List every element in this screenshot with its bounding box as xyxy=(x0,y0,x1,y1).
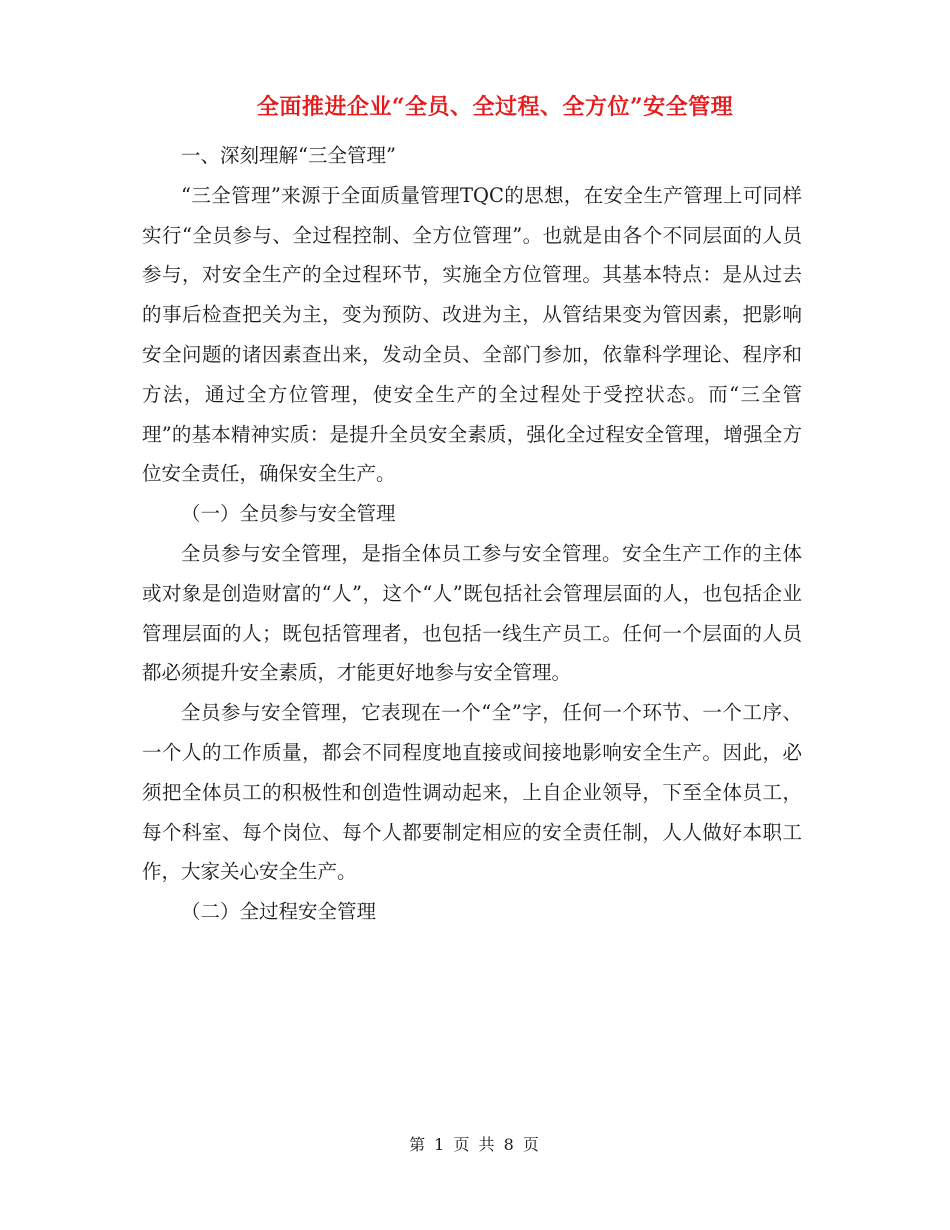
body-paragraph: 全员参与安全管理，它表现在一个“全”字，任何一个环节、一个工序、一个人的工作质量，都会不同程度地直接或间接地影响安全生产。因此，必须把全体员工的积极性和创造性调动起来，上自企业领导，下至全体员工，每个科室、每个岗位、每个人都要制定相应的安全责任制，人人做好本职工作，大家关心安全生产。 xyxy=(142,701,802,884)
section-heading: 一、深刻理解“三全管理” xyxy=(181,144,396,167)
body-paragraph: “三全管理”来源于全面质量管理TQC的思想，在安全生产管理上可同样实行“全员参与、全过程控制、全方位管理”。也就是由各个不同层面的人员参与，对安全生产的全过程环节，实施全方位管理。其基本特点：是从过去的事后检查把关为主，变为预防、改进为主，从管结果变为管因素，把影响安全问题的诸因素查出来，发动全员、全部门参加，依靠科学理论、程序和方法，通过全方位管理，使安全生产的全过程处于受控状态。而“三全管理”的基本精神实质：是提升全员安全素质，强化全过程安全管理，增强全方位安全责任，确保安全生产。 xyxy=(142,183,802,486)
sub-heading: （二）全过程安全管理 xyxy=(181,900,377,924)
body-paragraph: 全员参与安全管理，是指全体员工参与安全管理。安全生产工作的主体或对象是创造财富的“人”，这个“人”既包括社会管理层面的人，也包括企业管理层面的人；既包括管理者，也包括一线生产员工。任何一个层面的人员都必须提升安全素质，才能更好地参与安全管理。 xyxy=(142,541,802,685)
document-title: 全面推进企业“全员、全过程、全方位”安全管理 xyxy=(256,94,734,120)
page-number-footer: 第 1 页 共 8 页 xyxy=(409,1135,541,1154)
sub-heading: （一）全员参与安全管理 xyxy=(181,502,396,526)
document-body xyxy=(142,136,802,932)
